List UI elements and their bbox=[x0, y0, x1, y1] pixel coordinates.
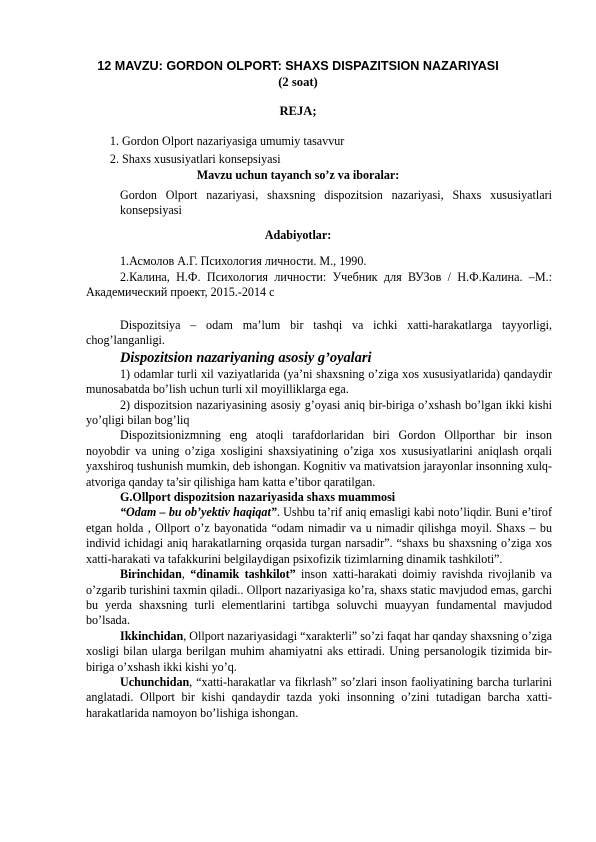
idea-paragraph-2: 2) dispozitsion nazariyasining asosiy g’oyasi aniq bir-biriga o’xshash bo’lgan ikki kishi yo’qligi bilan bog’liq bbox=[86, 397, 552, 428]
section-heading-main-ideas: Dispozitsion nazariyaning asosiy g’oyalari bbox=[120, 349, 372, 366]
second-paragraph bbox=[86, 629, 552, 675]
first-separator: , bbox=[181, 567, 191, 582]
references-heading: Adabiyotlar: bbox=[264, 228, 332, 242]
keywords-heading: Mavzu uchun tayanch so’z va iboralar: bbox=[196, 168, 400, 182]
document-subtitle: (2 soat) bbox=[278, 75, 318, 89]
plan-list bbox=[98, 132, 522, 168]
third-lead: Uchunchidan bbox=[120, 674, 190, 689]
second-text: , Ollport nazariyasidagi “xarakterli” so’zi faqat har qanday shaxsning o’ziga xosligi bilan ularga berilgan muhim ahamiyatni aks ettiradi. Uning persanologik tizimida bir-biriga o’xshash ikki kishi yo’q. bbox=[86, 628, 552, 674]
plan-item: 2. Shaxs xususiyatlari konsepsiyasi bbox=[122, 150, 522, 168]
first-text: inson xatti-harakati doimiy ravishda rivojlanib va o’zgarib turishini taxmin qiladi.. Ollport nazariyasiga ko’ra, shaxs static mavjudod emas, garchi bu yerda shaxsning turli elementlarini tartibga soluvchi muayyan fundamental mavjudod bo’lsada. bbox=[86, 567, 552, 628]
plan-item: 1. Gordon Olport nazariyasiga umumiy tasavvur bbox=[122, 132, 522, 150]
main-text bbox=[86, 318, 552, 721]
third-text: , “xatti-harakatlar va fikrlash” so’zlari inson faoliyatining barcha turlarini anglatadi. Ollport bir kishi qandaydir tazda yoki insonning o’zini tutadigan barcha xatti-harakatlarida namoyon bo’lishiga ishongan. bbox=[86, 674, 552, 720]
third-paragraph bbox=[86, 675, 552, 721]
first-lead: Birinchidan bbox=[120, 567, 182, 582]
reality-lead: “Odam – bu ob’yektiv haqiqat” bbox=[120, 505, 277, 520]
plan-heading: REJA; bbox=[279, 104, 317, 118]
idea-paragraph-1: 1) odamlar turli xil vaziyatlarida (ya’ni shaxsning o’ziga xos xususiyatlarida) qandaydir munosabatda bo’lish uchun turli xil moyilliklarga ega. bbox=[86, 366, 552, 397]
section-heading-problem: G.Ollport dispozitsion nazariyasida shaxs muammosi bbox=[120, 490, 396, 505]
reality-paragraph bbox=[86, 505, 552, 567]
supporters-paragraph: Dispozitsionizmning eng atoqli tarafdorlaridan biri Gordon Ollporthar bir inson noyobdir va uning o’ziga xosligini shaxsiyatining o’ziga xos xususiyatlarini aniqlash orqali yaxshiroq tushunish mumkin, deb ishongan. Kognitiv va mativatsion jarayonlar insonning xulq-atvoriga qanday ta’sir qilishiga ham katta e’tibor qaratilgan. bbox=[86, 428, 552, 489]
first-quote: “dinamik tashkilot” bbox=[190, 567, 296, 582]
reference-item: 2.Калина, Н.Ф. Психология личности: Учебник для ВУЗов / Н.Ф.Калина. –М.: Академический проект, 2015.-2014 с bbox=[86, 269, 552, 300]
definition-paragraph: Dispozitsiya – odam ma’lum bir tashqi va ichki xatti-harakatlarga tayyorligi, chog’langanligi. bbox=[86, 318, 552, 348]
references-list bbox=[86, 254, 552, 301]
reality-text: . Ushbu ta’rif aniq emasligi kabi noto’liqdir. Buni e’tirof etgan holda , Ollport o’z bayonatida “odam nimadir va u nimadir qilishga moyil. Shaxs – bu individ ichidagi aniq harakatlarning orqasida turgan narsadir”. “shaxs bu shaxsning o’ziga xos xatti-harakati va tafakkurini belgilaydigan psixofizik tizimlarning dinamik tashkiloti”. bbox=[86, 505, 553, 566]
second-lead: Ikkinchidan bbox=[120, 628, 184, 643]
reference-item: 1.Асмолов А.Г. Психология личности. М., 1990. bbox=[120, 254, 367, 268]
document-title: 12 MAVZU: GORDON OLPORT: SHAXS DISPAZITSION NAZARIYASI bbox=[97, 59, 499, 73]
keywords-text: Gordon Olport nazariyasi, shaxsning dispozitsion nazariyasi, Shaxs xususiyatlari konsepsiyasi bbox=[120, 188, 552, 218]
first-paragraph bbox=[86, 567, 552, 629]
